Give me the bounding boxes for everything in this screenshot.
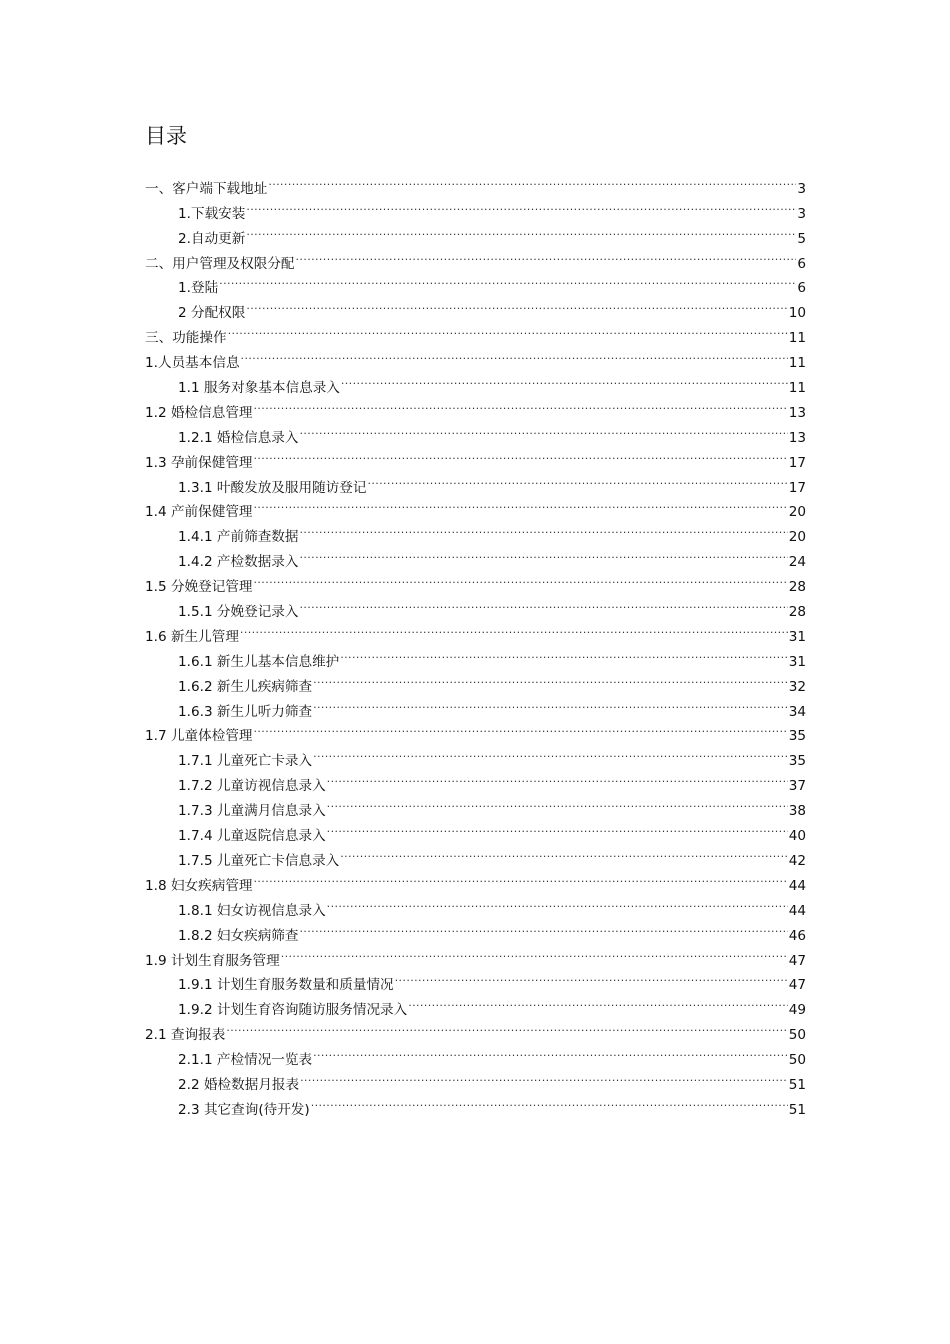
toc-entry-page-number: 49 (788, 1002, 806, 1019)
toc-dot-leader (311, 1089, 788, 1114)
toc-entry-page-number: 17 (788, 479, 806, 496)
toc-dot-leader (226, 1014, 787, 1039)
toc-entry-label: 1.6.1 新生儿基本信息维护 (178, 653, 340, 670)
toc-dot-leader (240, 616, 788, 641)
toc-dot-leader (327, 765, 788, 790)
toc-dot-leader (313, 1039, 788, 1064)
toc-entry-label: 1.登陆 (178, 280, 219, 297)
toc-entry-page-number: 35 (788, 753, 806, 770)
toc-dot-leader (341, 367, 788, 392)
toc-entry-label: 1.9.2 计划生育咨询随访服务情况录入 (178, 1002, 408, 1019)
toc-entry[interactable] (145, 1039, 806, 1069)
toc-entry-label: 1.人员基本信息 (145, 355, 240, 372)
toc-dot-leader (327, 815, 788, 840)
toc-entry[interactable] (145, 367, 806, 397)
toc-entry-page-number: 10 (788, 305, 806, 322)
toc-entry-page-number: 34 (788, 703, 806, 720)
toc-entry-label: 1.下载安装 (178, 205, 246, 222)
toc-entry-page-number: 44 (788, 902, 806, 919)
toc-entry-label: 2.3 其它查询(待开发) (178, 1101, 310, 1118)
toc-dot-leader (367, 467, 787, 492)
toc-dot-leader (299, 541, 787, 566)
toc-entry-label: 1.3 孕前保健管理 (145, 454, 253, 471)
toc-entry-page-number: 40 (788, 828, 806, 845)
toc-dot-leader (219, 268, 796, 293)
toc-dot-leader (300, 1064, 788, 1089)
toc-entry-page-number: 11 (788, 380, 806, 397)
toc-entry-label: 1.1 服务对象基本信息录入 (178, 380, 340, 397)
toc-entry-label: 2 分配权限 (178, 305, 246, 322)
toc-title: 目录 (145, 124, 187, 148)
toc-entry-label: 1.6.2 新生儿疾病筛查 (178, 678, 313, 695)
toc-entry-page-number: 31 (788, 628, 806, 645)
toc-dot-leader (254, 716, 788, 741)
toc-entry-page-number: 38 (788, 803, 806, 820)
toc-dot-leader (254, 865, 788, 890)
toc-entry-page-number: 47 (788, 952, 806, 969)
toc-dot-leader (340, 840, 787, 865)
toc-entry[interactable] (145, 268, 806, 297)
toc-dot-leader (408, 989, 787, 1014)
toc-entry-page-number: 6 (797, 280, 806, 297)
toc-entry-page-number: 5 (797, 230, 806, 247)
toc-entry-page-number: 50 (788, 1027, 806, 1044)
toc-entry-label: 1.4 产前保健管理 (145, 504, 253, 521)
toc-entry-label: 1.4.1 产前筛查数据 (178, 529, 299, 546)
toc-entry[interactable] (145, 641, 806, 670)
toc-entry-label: 1.8.2 妇女疾病筛查 (178, 927, 299, 944)
toc-dot-leader (340, 641, 787, 666)
toc-dot-leader (254, 492, 788, 517)
toc-dot-leader (246, 218, 796, 243)
toc-entry-label: 一、客户端下载地址 (145, 180, 268, 197)
table-of-contents (145, 168, 806, 1118)
toc-entry-label: 2.1.1 产检情况一览表 (178, 1052, 313, 1069)
toc-entry-page-number: 6 (797, 255, 806, 272)
toc-entry-label: 2.1 查询报表 (145, 1027, 226, 1044)
toc-entry-label: 1.7.3 儿童满月信息录入 (178, 803, 326, 820)
toc-dot-leader (299, 417, 787, 442)
toc-entry-label: 三、功能操作 (145, 330, 227, 347)
toc-entry-label: 1.9 计划生育服务管理 (145, 952, 280, 969)
toc-entry-page-number: 24 (788, 554, 806, 571)
toc-entry-page-number: 42 (788, 852, 806, 869)
toc-entry-label: 2.2 婚检数据月报表 (178, 1076, 300, 1093)
toc-dot-leader (246, 292, 787, 317)
toc-entry[interactable] (145, 317, 806, 347)
toc-dot-leader (299, 915, 787, 940)
toc-entry-page-number: 51 (788, 1101, 806, 1118)
toc-entry-label: 1.6 新生儿管理 (145, 628, 239, 645)
toc-entry[interactable] (145, 1014, 806, 1044)
toc-entry-label: 二、用户管理及权限分配 (145, 255, 295, 272)
toc-entry-page-number: 28 (788, 579, 806, 596)
toc-entry-label: 1.7.5 儿童死亡卡信息录入 (178, 852, 340, 869)
toc-entry[interactable] (145, 616, 806, 645)
toc-dot-leader (299, 516, 787, 541)
toc-dot-leader (313, 666, 788, 691)
toc-entry-page-number: 46 (788, 927, 806, 944)
toc-entry-page-number: 3 (797, 205, 806, 222)
toc-entry-label: 1.9.1 计划生育服务数量和质量情况 (178, 977, 394, 994)
toc-dot-leader (313, 691, 788, 716)
toc-entry-page-number: 11 (788, 355, 806, 372)
toc-entry[interactable] (145, 292, 806, 322)
toc-entry-label: 1.8.1 妇女访视信息录入 (178, 902, 326, 919)
toc-dot-leader (299, 591, 787, 616)
toc-entry[interactable] (145, 168, 806, 197)
toc-dot-leader (228, 317, 788, 342)
toc-dot-leader (241, 342, 788, 367)
toc-entry-label: 1.7.1 儿童死亡卡录入 (178, 753, 313, 770)
toc-dot-leader (254, 442, 788, 467)
toc-entry-page-number: 20 (788, 504, 806, 521)
toc-entry-page-number: 13 (788, 404, 806, 421)
toc-entry-label: 1.3.1 叶酸发放及服用随访登记 (178, 479, 367, 496)
toc-entry-page-number: 28 (788, 604, 806, 621)
toc-dot-leader (313, 740, 788, 765)
toc-entry-page-number: 32 (788, 678, 806, 695)
toc-dot-leader (268, 168, 796, 193)
toc-entry-page-number: 3 (797, 180, 806, 197)
toc-dot-leader (246, 193, 796, 218)
toc-entry-label: 1.7.4 儿童返院信息录入 (178, 828, 326, 845)
toc-entry-label: 1.8 妇女疾病管理 (145, 877, 253, 894)
toc-entry-label: 1.7.2 儿童访视信息录入 (178, 778, 326, 795)
toc-dot-leader (395, 965, 788, 990)
toc-entry-label: 2.自动更新 (178, 230, 246, 247)
toc-entry-label: 1.5.1 分娩登记录入 (178, 604, 299, 621)
toc-dot-leader (254, 392, 788, 417)
toc-entry-label: 1.2.1 婚检信息录入 (178, 429, 299, 446)
toc-entry-page-number: 11 (788, 330, 806, 347)
toc-entry-label: 1.2 婚检信息管理 (145, 404, 253, 421)
toc-entry-page-number: 37 (788, 778, 806, 795)
toc-entry-label: 1.7 儿童体检管理 (145, 728, 253, 745)
toc-dot-leader (281, 940, 788, 965)
toc-entry-page-number: 31 (788, 653, 806, 670)
toc-entry-label: 1.4.2 产检数据录入 (178, 554, 299, 571)
toc-entry-page-number: 47 (788, 977, 806, 994)
toc-entry-page-number: 17 (788, 454, 806, 471)
toc-entry-page-number: 13 (788, 429, 806, 446)
toc-dot-leader (327, 890, 788, 915)
toc-entry-page-number: 20 (788, 529, 806, 546)
toc-entry-label: 1.6.3 新生儿听力筛查 (178, 703, 313, 720)
toc-entry-page-number: 44 (788, 877, 806, 894)
toc-dot-leader (296, 243, 797, 268)
toc-entry[interactable] (145, 342, 806, 372)
toc-dot-leader (327, 790, 788, 815)
toc-entry-label: 1.5 分娩登记管理 (145, 579, 253, 596)
toc-entry-page-number: 35 (788, 728, 806, 745)
toc-entry-page-number: 50 (788, 1052, 806, 1069)
toc-dot-leader (254, 566, 788, 591)
toc-entry-page-number: 51 (788, 1076, 806, 1093)
